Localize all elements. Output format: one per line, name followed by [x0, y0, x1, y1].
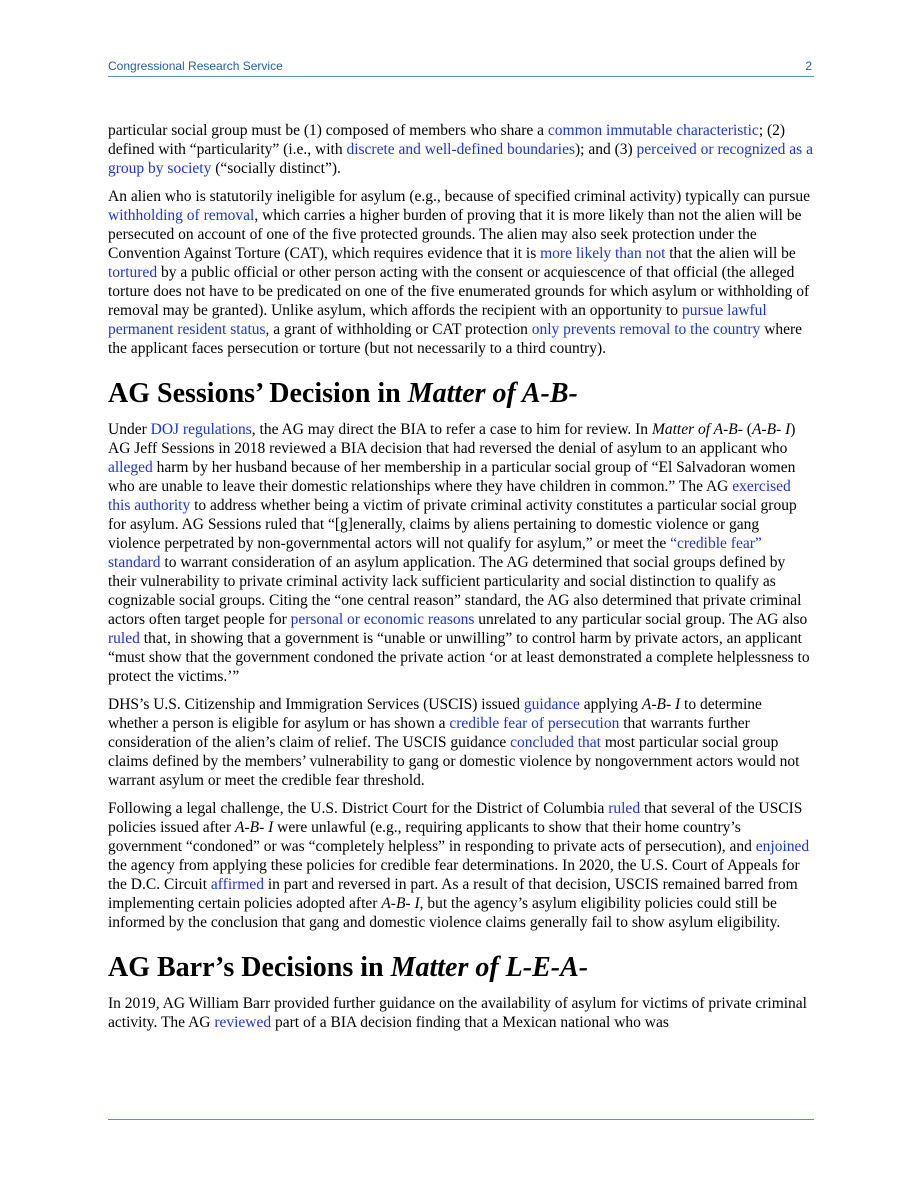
link-ruled[interactable]: ruled	[108, 630, 140, 647]
footer-rule	[108, 1119, 814, 1120]
paragraph-uscis-guidance: DHS’s U.S. Citizenship and Immigration Services (USCIS) issued guidance applying A-B- I to determine whether a person is eligible for asylum or has shown a credible fear of persecution that warrants further consideration of the alien’s claim of relief. The USCIS guidance concluded that most particular social group claims defined by the members’ vulnerability to gang or domestic violence by nongovernment actors would not warrant asylum or meet the credible fear threshold.	[108, 696, 800, 789]
link-district-court-ruled[interactable]: ruled	[608, 800, 641, 817]
document-body	[108, 121, 814, 1041]
link-reviewed[interactable]: reviewed	[214, 1014, 272, 1031]
link-more-likely-than-not[interactable]: more likely than not	[540, 245, 666, 262]
link-exercised-authority[interactable]: exercised this authority	[108, 478, 791, 514]
link-personal-economic-reasons[interactable]: personal or economic reasons	[290, 611, 475, 628]
link-guidance[interactable]: guidance	[523, 696, 580, 713]
paragraph-withholding: An alien who is statutorily ineligible for asylum (e.g., because of specified criminal activity) typically can pursue withholding of removal, which carries a higher burden of proving that it is more likely than not the alien will be persecuted on account of one of the five protected grounds. The alien may also seek protection under the Convention Against Torture (CAT), which requires evidence that it is more likely than not that the alien will be tortured by a public official or other person acting with the consent or acquiescence of that official (the alleged torture does not have to be predicated on one of the five enumerated grounds for which asylum or withholding of removal may be granted). Unlike asylum, which affords the recipient with an opportunity to pursue lawful permanent resident status, a grant of withholding or CAT protection only prevents removal to the country where the applicant faces persecution or torture (but not necessarily to a third country).	[108, 188, 811, 357]
link-doj-regulations[interactable]: DOJ regulations	[150, 421, 252, 438]
heading-barr-decisions: AG Barr’s Decisions in Matter of L-E-A-	[108, 952, 589, 983]
link-tortured[interactable]: tortured	[108, 264, 158, 281]
link-permanent-resident-status[interactable]: pursue lawful permanent resident status	[108, 302, 767, 338]
link-discrete-boundaries[interactable]: discrete and well-defined boundaries	[346, 141, 575, 158]
link-common-immutable-characteristic[interactable]: common immutable characteristic	[547, 122, 759, 139]
page-header	[108, 58, 814, 77]
paragraph-matter-ab: Under DOJ regulations, the AG may direct the BIA to refer a case to him for review. In Matter of A-B- (A-B- I) AG Jeff Sessions in 2018 reviewed a BIA decision that had reversed the denial of asylum to an applicant who alleged harm by her husband because of her membership in a particular social group of “El Salvadoran women who are unable to leave their domestic relationships where they have children in common.” The AG exercised this authority to address whether being a victim of private criminal activity constitutes a particular social group for asylum. AG Sessions ruled that “[g]enerally, claims by aliens pertaining to domestic violence or gang violence perpetrated by non-governmental actors will not qualify for asylum,” or meet the “credible fear” standard to warrant consideration of an asylum application. The AG determined that social groups defined by their vulnerability to private criminal activity lack sufficient particularity and social distinction to qualify as cognizable social groups. Citing the “one central reason” standard, the AG also determined that private criminal actors often target people for personal or economic reasons unrelated to any particular social group. The AG also ruled that, in showing that a government is “unable or unwilling” to control harm by private actors, an applicant “must show that the government condoned the private action ‘or at least demonstrated a complete helplessness to protect the victims.’”	[108, 421, 810, 685]
paragraph-legal-challenge: Following a legal challenge, the U.S. District Court for the District of Columbia ruled that several of the USCIS policies issued after A-B- I were unlawful (e.g., requiring applicants to show that their home country’s government “condoned” or was “completely helpless” in responding to private acts of persecution), and enjoined the agency from applying these policies for credible fear determinations. In 2020, the U.S. Court of Appeals for the D.C. Circuit affirmed in part and reversed in part. As a result of that decision, USCIS remained barred from implementing certain policies adopted after A-B- I, but the agency’s asylum eligibility policies could still be informed by the conclusion that gang and domestic violence claims generally fail to show asylum eligibility.	[108, 800, 810, 931]
header-organization: Congressional Research Service	[108, 59, 283, 73]
heading-sessions-decision: AG Sessions’ Decision in Matter of A-B-	[108, 378, 578, 409]
link-alleged[interactable]: alleged	[108, 459, 153, 476]
link-withholding-of-removal[interactable]: withholding of removal	[108, 207, 255, 224]
link-affirmed[interactable]: affirmed	[210, 876, 264, 893]
link-credible-fear-persecution[interactable]: credible fear of persecution	[449, 715, 620, 732]
page-number: 2	[805, 59, 812, 73]
paragraph-barr-2019: In 2019, AG William Barr provided further guidance on the availability of asylum for victims of private criminal activity. The AG reviewed part of a BIA decision finding that a Mexican national who was	[108, 995, 807, 1031]
link-perceived-by-society[interactable]: perceived or recognized as a group by society	[108, 141, 813, 177]
paragraph-social-group: particular social group must be (1) composed of members who share a common immutable characteristic; (2) defined with “particularity” (i.e., with discrete and well-defined boundaries); and (3) perceived or recognized as a group by society (“socially distinct”).	[108, 122, 813, 177]
link-prevents-removal[interactable]: only prevents removal to the country	[531, 321, 761, 338]
link-concluded-that[interactable]: concluded that	[510, 734, 601, 751]
link-enjoined[interactable]: enjoined	[755, 838, 810, 855]
link-credible-fear-standard[interactable]: “credible fear” standard	[108, 535, 762, 571]
